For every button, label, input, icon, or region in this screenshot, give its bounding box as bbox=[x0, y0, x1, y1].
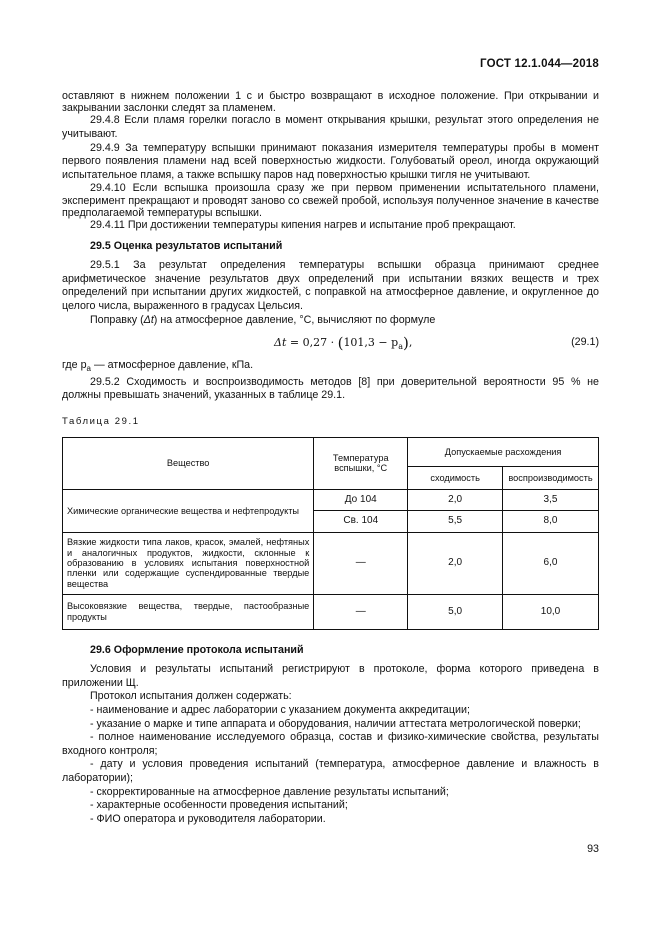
page-number: 93 bbox=[587, 843, 599, 855]
section-title-29-6: 29.6 Оформление протокола испытаний bbox=[90, 643, 304, 656]
formula-number: (29.1) bbox=[571, 336, 599, 349]
section-title-29-5: 29.5 Оценка результатов испытаний bbox=[90, 239, 283, 252]
cell-temperature: — bbox=[314, 594, 408, 629]
paragraph-29-4-9: 29.4.9 За температуру вспышки принимают показания измерителя температуры пробы в момент первого появления пламени над всей поверхностью жидкости. Голубоватый ореол, иногда окружающий испытательное пламя, а также вспышку паров над поверхностью крышки тигля не учитывают. bbox=[62, 141, 599, 181]
cell-convergence: 5,5 bbox=[408, 510, 503, 532]
header-reproducibility: воспроизводимость bbox=[503, 466, 599, 489]
document-header: ГОСТ 12.1.044—2018 bbox=[480, 58, 599, 70]
formula-sub: а bbox=[398, 342, 403, 352]
cell-convergence: 2,0 bbox=[408, 489, 503, 510]
formula-29-1 bbox=[62, 333, 599, 357]
paragraph-protocol-contents: Протокол испытания должен содержать: bbox=[90, 690, 292, 703]
paragraph-29-4-8: 29.4.8 Если пламя горелки погасло в момент открывания крышки, результат этого определения не учитывают. bbox=[62, 114, 599, 140]
header-substance: Вещество bbox=[63, 437, 314, 489]
header-temperature: Температура вспышки, °С bbox=[314, 437, 408, 489]
cell-substance: Химические органические вещества и нефтепродукты bbox=[63, 489, 314, 532]
cell-substance: Высоковязкие вещества, твердые, пастообразные продукты bbox=[63, 594, 314, 629]
paragraph-29-4-10: 29.4.10 Если вспышка произошла сразу же при первом применении испытательного пламени, эксперимент прекращают и проводят заново со свежей пробой, используя полученное значение в качестве предполагаемой температуры вспышки. bbox=[62, 182, 599, 219]
table-row bbox=[63, 594, 599, 629]
cell-substance: Вязкие жидкости типа лаков, красок, эмалей, нефтяных и аналогичных продуктов, жидкости, склонные к образованию в условиях испытания поверхностной пленки или содержащие суспендированные твердые вещества bbox=[63, 532, 314, 594]
header-allowed-discrepancies: Допускаемые расхождения bbox=[408, 437, 599, 466]
paragraph-29-5-1: 29.5.1 За результат определения температуры вспышки образца принимают среднее арифметическое значение результатов двух определений при испытании вязких веществ и трех определений при испытании других жидкостей, с поправкой на атмосферное давление, и округленное до целого числа, выраженного в градусах Цельсия. bbox=[62, 259, 599, 312]
delta-symbol: Δt bbox=[143, 313, 154, 326]
list-item: - скорректированные на атмосферное давление результаты испытаний; bbox=[90, 785, 449, 798]
list-item: - указание о марке и типе аппарата и оборудования, наличии аттестата метрологической поверки; bbox=[90, 717, 581, 730]
text-span: Поправку ( bbox=[90, 313, 144, 326]
cell-temperature: Св. 104 bbox=[314, 510, 408, 532]
results-table bbox=[62, 437, 599, 630]
table-row bbox=[63, 532, 599, 594]
protocol-list bbox=[62, 704, 599, 826]
cell-convergence: 5,0 bbox=[408, 594, 503, 629]
cell-reproducibility: 8,0 bbox=[503, 510, 599, 532]
page-content bbox=[62, 90, 599, 826]
list-item: - характерные особенности проведения испытаний; bbox=[90, 799, 348, 812]
list-item: - ФИО оператора и руководителя лаборатории. bbox=[90, 812, 326, 825]
subscript: а bbox=[86, 364, 91, 374]
formula-eq: = 0,27 · bbox=[286, 336, 338, 350]
paragraph-29-4-11: 29.4.11 При достижении температуры кипения нагрев и испытание проб прекращают. bbox=[90, 218, 516, 231]
paragraph-protocol-conditions: Условия и результаты испытаний регистрируют в протоколе, форма которого приведена в приложении Щ. bbox=[62, 663, 599, 689]
cell-temperature: — bbox=[314, 532, 408, 594]
table-caption: Таблица 29.1 bbox=[62, 416, 140, 428]
cell-reproducibility: 6,0 bbox=[503, 532, 599, 594]
cell-convergence: 2,0 bbox=[408, 532, 503, 594]
text-span: ) на атмосферное давление, °С, вычисляют по формуле bbox=[153, 313, 436, 326]
list-item: - полное наименование исследуемого образца, состав и физико-химические свойства, результаты входного контроля; bbox=[62, 731, 599, 757]
paragraph-correction bbox=[62, 314, 599, 328]
table-row bbox=[63, 489, 599, 510]
formula-lhs: Δt bbox=[274, 336, 287, 350]
cell-temperature: До 104 bbox=[314, 489, 408, 510]
formula-where bbox=[62, 359, 599, 376]
text-span: — атмосферное давление, кПа. bbox=[90, 359, 254, 372]
cell-reproducibility: 3,5 bbox=[503, 489, 599, 510]
paragraph: оставляют в нижнем положении 1 с и быстро возвращают в исходное положение. При открывании и закрывании заслонки следят за пламенем. bbox=[62, 90, 599, 115]
formula-expression: $\Delta t = 0,27 \cdot (101,3 - p_а)$, bbox=[274, 334, 413, 353]
cell-reproducibility: 10,0 bbox=[503, 594, 599, 629]
list-item: - наименование и адрес лаборатории с указанием документа аккредитации; bbox=[90, 704, 470, 717]
text-span: где p bbox=[62, 359, 87, 372]
formula-inner: 101,3 − p bbox=[343, 336, 399, 350]
list-item: - дату и условия проведения испытаний (температура, атмосферное давление и влажность в лаборатории); bbox=[62, 758, 599, 784]
header-convergence: сходимость bbox=[408, 466, 503, 489]
formula-tail: , bbox=[408, 336, 413, 350]
paragraph-29-5-2: 29.5.2 Сходимость и воспроизводимость методов [8] при доверительной вероятности 95 % не должны превышать значений, указанных в таблице 29.1. bbox=[62, 375, 599, 402]
